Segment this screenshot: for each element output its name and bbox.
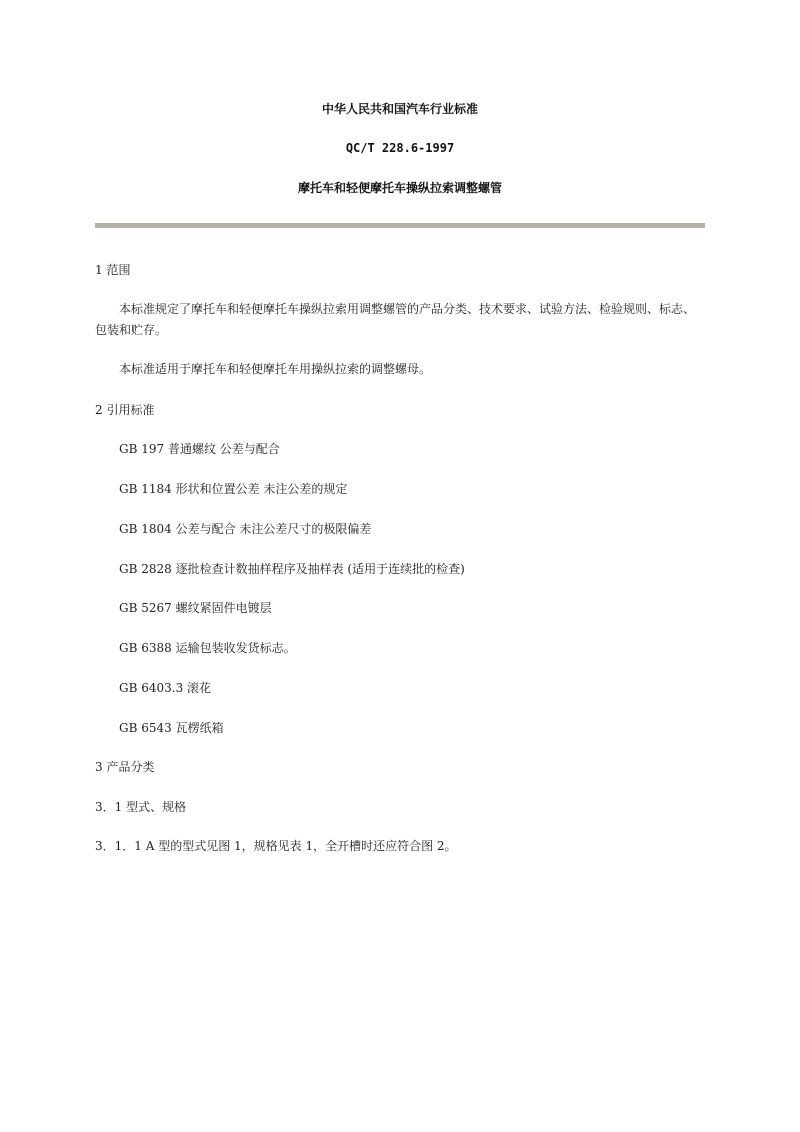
standard-org-title: 中华人民共和国汽车行业标准: [321, 102, 478, 116]
title-divider: [95, 223, 705, 228]
document-title: 摩托车和轻便摩托车操纵拉索调整螺管: [297, 181, 502, 195]
reference-item: GB 5267 螺纹紧固件电镀层: [119, 601, 272, 615]
section-3-heading: 3 产品分类: [95, 760, 155, 774]
standard-code: QC/T 228.6-1997: [345, 141, 455, 155]
section-1-paragraph-1-line-2: 包装和贮存。: [95, 323, 168, 337]
section-1-paragraph-2: 本标准适用于摩托车和轻便摩托车用操纵拉索的调整螺母。: [119, 362, 432, 376]
section-3-1-heading: 3．1 型式、规格: [95, 800, 187, 814]
section-1-paragraph-1-line-1: 本标准规定了摩托车和轻便摩托车操纵拉索用调整螺管的产品分类、技术要求、试验方法、检验规则、标志、: [119, 302, 696, 316]
reference-item: GB 2828 逐批检查计数抽样程序及抽样表 (适用于连续批的检查): [119, 562, 465, 576]
reference-item: GB 1804 公差与配合 未注公差尺寸的极限偏差: [119, 522, 372, 536]
reference-item: GB 197 普通螺纹 公差与配合: [119, 442, 280, 456]
reference-item: GB 6388 运输包装收发货标志。: [119, 641, 296, 655]
reference-item: GB 1184 形状和位置公差 未注公差的规定: [119, 482, 348, 496]
reference-item: GB 6403.3 滚花: [119, 681, 212, 695]
section-1-heading: 1 范围: [95, 263, 131, 277]
reference-item: GB 6543 瓦楞纸箱: [119, 721, 224, 735]
section-2-heading: 2 引用标准: [95, 403, 155, 417]
section-3-1-1-text: 3．1．1 A 型的型式见图 1，规格见表 1，全开槽时还应符合图 2。: [95, 839, 457, 853]
